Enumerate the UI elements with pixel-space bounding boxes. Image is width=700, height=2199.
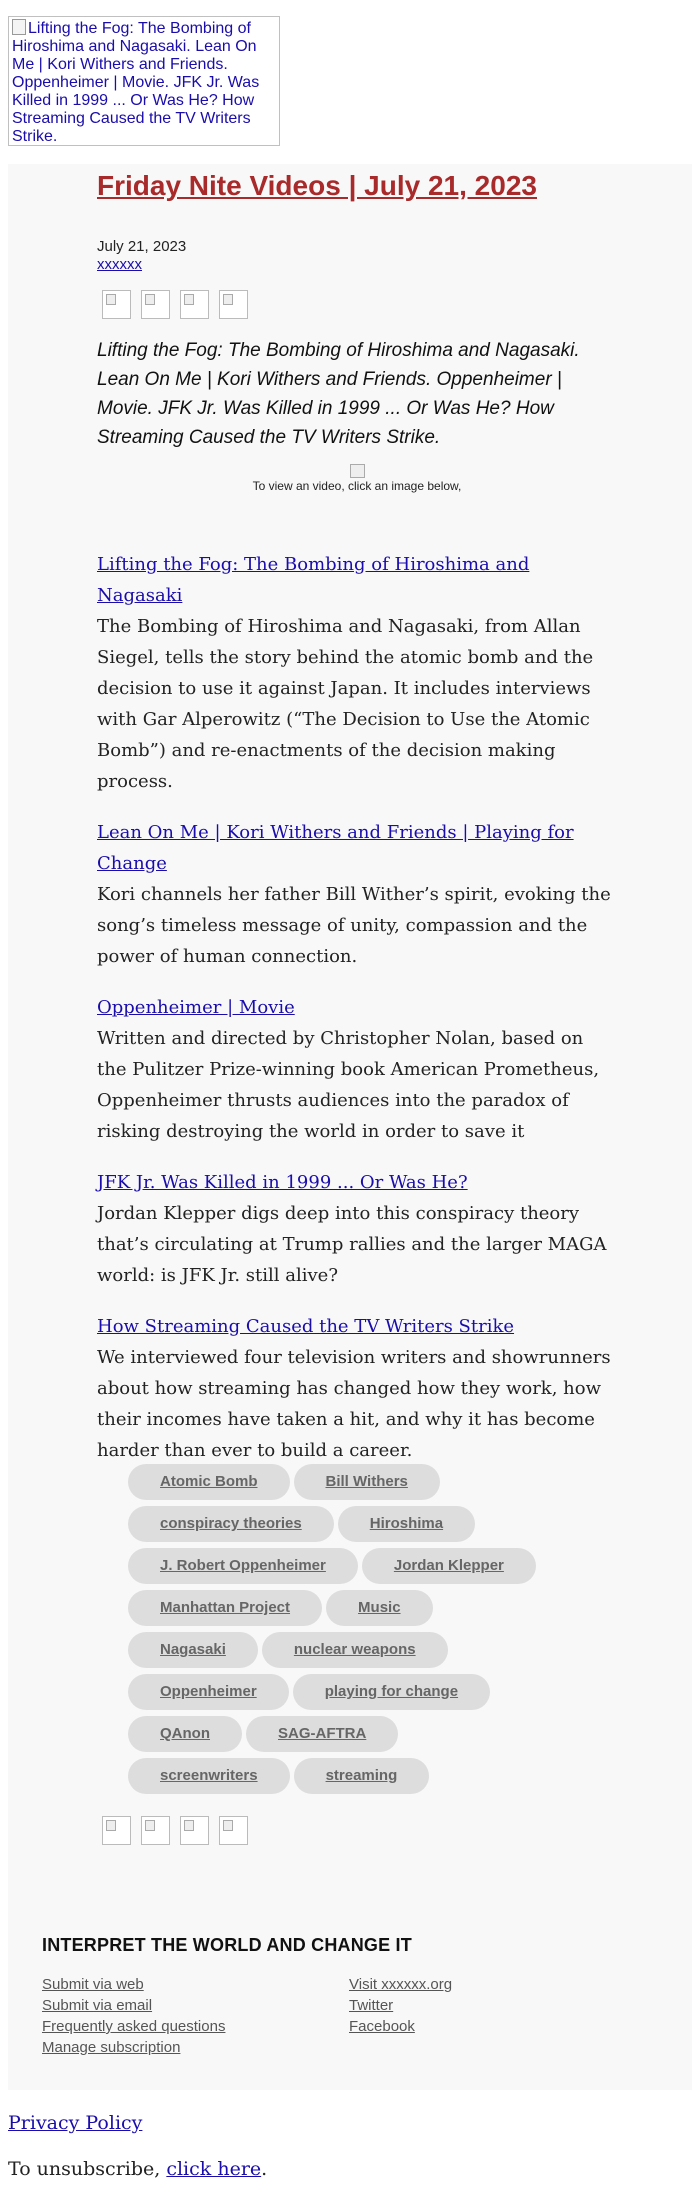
- twitter-link[interactable]: Twitter: [349, 1997, 394, 2014]
- video-item: [97, 549, 617, 797]
- tag-oppenheimer[interactable]: Oppenheimer: [128, 1674, 289, 1710]
- tag-row: [128, 1632, 588, 1668]
- footer-links-right: [349, 1974, 656, 2058]
- tag-screenwriters[interactable]: screenwriters: [128, 1758, 290, 1794]
- video-title-link[interactable]: How Streaming Caused the TV Writers Strike: [97, 1316, 515, 1337]
- tag-list: [128, 1464, 588, 1800]
- unsubscribe-prefix: To unsubscribe,: [8, 2158, 167, 2180]
- hero-image[interactable]: [8, 16, 280, 146]
- tag-nuclear-weapons[interactable]: nuclear weapons: [262, 1632, 448, 1668]
- video-title-link[interactable]: Oppenheimer | Movie: [97, 997, 295, 1018]
- tag-row: [128, 1758, 588, 1794]
- footer-links: [42, 1974, 682, 2058]
- unsubscribe-link[interactable]: click here: [166, 2158, 262, 2180]
- hero-image-alt-text: Lifting the Fog: The Bombing of Hiroshima and Nagasaki. Lean On Me | Kori Withers and Friends. Oppenheimer | Movie. JFK Jr. Was Killed in 1999 ... Or Was He? How Streaming Caused the TV Writers Strike.: [12, 20, 260, 145]
- tag-atomic-bomb[interactable]: Atomic Bomb: [128, 1464, 290, 1500]
- video-title-link[interactable]: JFK Jr. Was Killed in 1999 ... Or Was He?: [97, 1172, 468, 1193]
- tag-nagasaki[interactable]: Nagasaki: [128, 1632, 258, 1668]
- share-icon-1[interactable]: [102, 1816, 131, 1845]
- unsubscribe-line: [8, 2157, 267, 2181]
- footer-heading: INTERPRET THE WORLD AND CHANGE IT: [42, 1935, 412, 1955]
- video-description: The Bombing of Hiroshima and Nagasaki, from Allan Siegel, tells the story behind the atomic bomb and the decision to use it against Japan. It includes interviews with Gar Alperowitz (“The Decision to Use the Atomic Bomb”) and re-enactments of the decision making process.: [97, 616, 594, 792]
- share-icon-2[interactable]: [141, 1816, 170, 1845]
- unsubscribe-suffix: .: [261, 2158, 268, 2180]
- article-lede: Lifting the Fog: The Bombing of Hiroshima and Nagasaki. Lean On Me | Kori Withers and Friends. Oppenheimer | Movie. JFK Jr. Was Killed in 1999 ... Or Was He? How Streaming Caused the TV Writers Strike.: [97, 340, 580, 448]
- article-date: July 21, 2023: [97, 238, 187, 255]
- tag-hiroshima[interactable]: Hiroshima: [338, 1506, 475, 1542]
- video-title-link[interactable]: Lean On Me | Kori Withers and Friends | Playing for Change: [97, 822, 574, 874]
- video-description: Kori channels her father Bill Wither’s spirit, evoking the song’s timeless message of unity, compassion and the power of human connection.: [97, 884, 611, 967]
- share-icon-1[interactable]: [102, 290, 131, 319]
- tag-row: [128, 1590, 588, 1626]
- share-icon-3[interactable]: [180, 1816, 209, 1845]
- video-item: [97, 992, 617, 1147]
- tag-manhattan-project[interactable]: Manhattan Project: [128, 1590, 322, 1626]
- tag-j-robert-oppenheimer[interactable]: J. Robert Oppenheimer: [128, 1548, 358, 1584]
- share-icon-3[interactable]: [180, 290, 209, 319]
- submit-via-web-link[interactable]: Submit via web: [42, 1976, 144, 1993]
- manage-subscription-link[interactable]: Manage subscription: [42, 2039, 181, 2056]
- newsletter-panel: [8, 164, 692, 2090]
- share-icon-2[interactable]: [141, 290, 170, 319]
- article-title[interactable]: Friday Nite Videos | July 21, 2023: [97, 170, 537, 201]
- video-description: Written and directed by Christopher Nolan, based on the Pulitzer Prize-winning book American Prometheus, Oppenheimer thrusts audiences into the paradox of risking destroying the world in order to save it: [97, 1028, 600, 1142]
- tag-row: [128, 1548, 588, 1584]
- visit-site-link[interactable]: Visit xxxxxx.org: [349, 1976, 453, 1993]
- tag-bill-withers[interactable]: Bill Withers: [294, 1464, 440, 1500]
- video-description: We interviewed four television writers and showrunners about how streaming has changed how they work, how their incomes have taken a hit, and why it has become harder than ever to build a career.: [97, 1347, 611, 1461]
- share-icons-bottom: [102, 1816, 272, 1846]
- newsletter-footer: [42, 1934, 682, 2058]
- tag-conspiracy-theories[interactable]: conspiracy theories: [128, 1506, 334, 1542]
- faq-link[interactable]: Frequently asked questions: [42, 2018, 226, 2035]
- submit-via-email-link[interactable]: Submit via email: [42, 1997, 153, 2014]
- facebook-link[interactable]: Facebook: [349, 2018, 415, 2035]
- tag-qanon[interactable]: QAnon: [128, 1716, 242, 1752]
- tag-row: [128, 1464, 588, 1500]
- author-link[interactable]: xxxxxx: [97, 256, 142, 273]
- tag-jordan-klepper[interactable]: Jordan Klepper: [362, 1548, 536, 1584]
- tag-row: [128, 1716, 588, 1752]
- share-icon-4[interactable]: [219, 1816, 248, 1845]
- broken-image-icon: [12, 19, 26, 35]
- video-item: [97, 1311, 617, 1466]
- tag-playing-for-change[interactable]: playing for change: [293, 1674, 490, 1710]
- video-item: [97, 1167, 617, 1291]
- tag-sag-aftra[interactable]: SAG-AFTRA: [246, 1716, 398, 1752]
- share-icons-top: [102, 290, 272, 320]
- video-item: [97, 817, 617, 972]
- tag-music[interactable]: Music: [326, 1590, 433, 1626]
- video-description: Jordan Klepper digs deep into this conspiracy theory that’s circulating at Trump rallies and the larger MAGA world: is JFK Jr. still alive?: [97, 1203, 607, 1286]
- video-list: [97, 549, 617, 1486]
- video-title-link[interactable]: Lifting the Fog: The Bombing of Hiroshima and Nagasaki: [97, 554, 530, 606]
- tag-row: [128, 1674, 588, 1710]
- view-video-note: To view an video, click an image below,: [252, 479, 462, 493]
- share-icon-4[interactable]: [219, 290, 248, 319]
- video-image-icon[interactable]: [350, 464, 365, 478]
- tag-row: [128, 1506, 588, 1542]
- privacy-policy-link[interactable]: Privacy Policy: [8, 2112, 143, 2134]
- tag-streaming[interactable]: streaming: [294, 1758, 430, 1794]
- footer-links-left: [42, 1974, 349, 2058]
